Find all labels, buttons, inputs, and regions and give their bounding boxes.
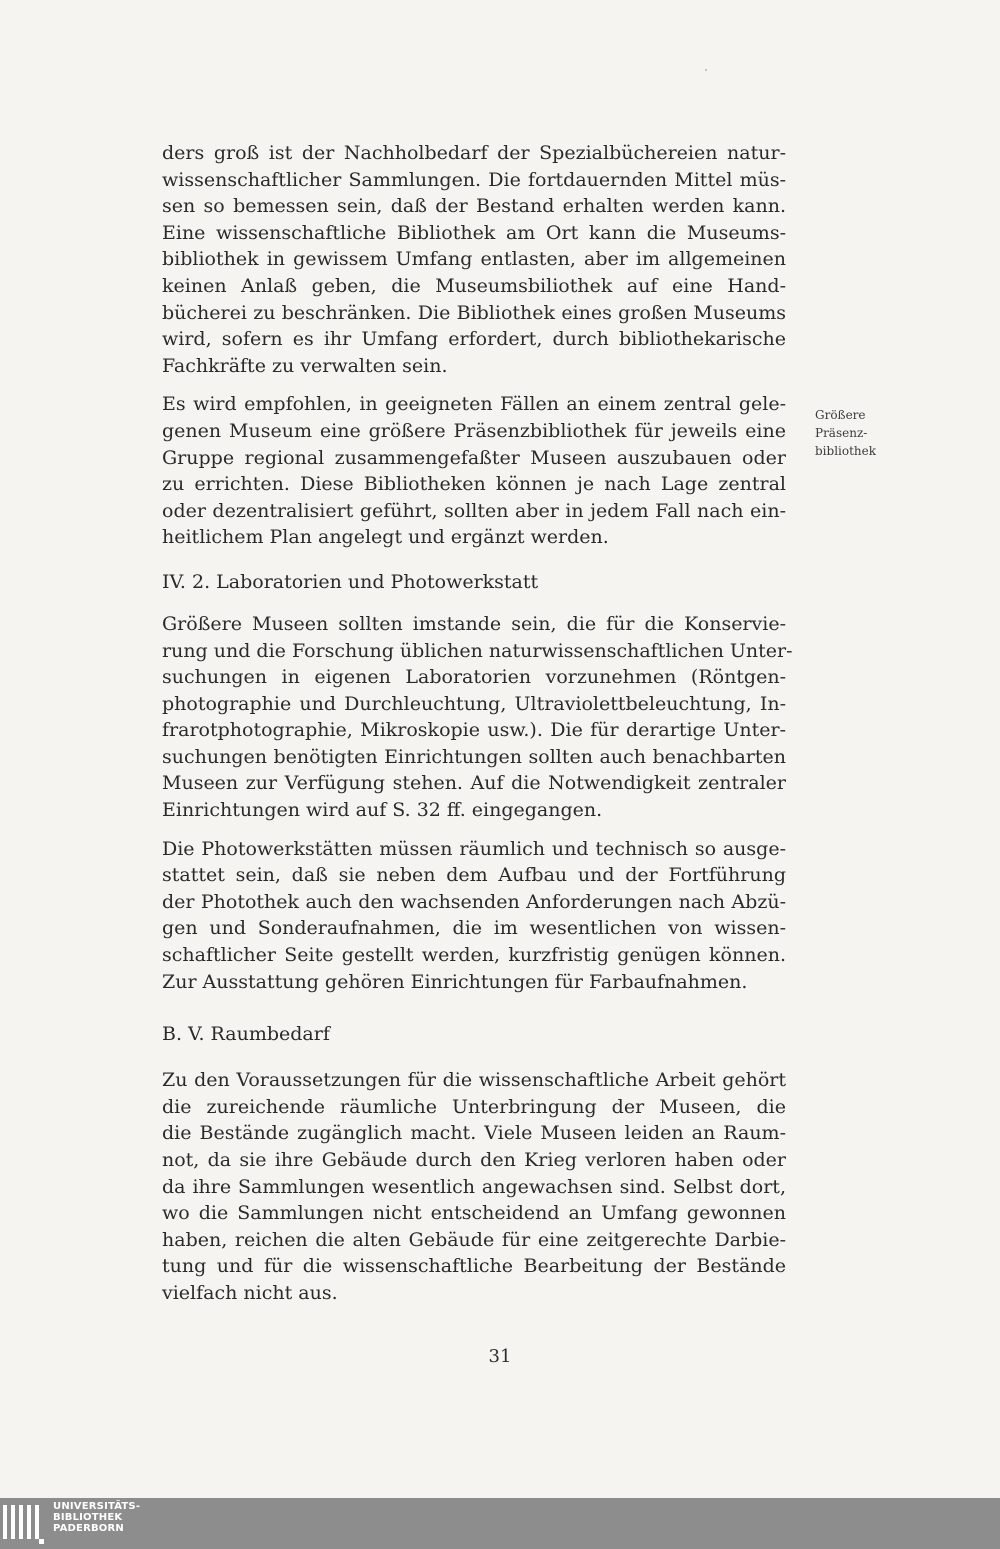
- text-line: Fachkräfte zu verwalten sein.: [162, 354, 448, 377]
- paragraph-5: [162, 1067, 786, 1306]
- text-line: vielfach nicht aus.: [162, 1281, 338, 1304]
- text-line: ders groß ist der Nachholbedarf der Spezialbüchereien natur-: [162, 142, 786, 164]
- text-line: suchungen benötigten Einrichtungen sollten auch benachbarten: [162, 745, 786, 768]
- text-line: keinen Anlaß geben, die Museumsbiliothek auf eine Hand-: [162, 274, 786, 297]
- text-line: sen so bemessen sein, daß der Bestand erhalten werden kann.: [162, 195, 786, 218]
- text-line: wissenschaftlicher Sammlungen. Die fortdauernden Mittel müs-: [162, 168, 786, 191]
- library-logo-text: [53, 1501, 140, 1534]
- text-line: rung und die Forschung üblichen naturwissenschaftlichen Unter-: [162, 639, 793, 662]
- text-line: Es wird empfohlen, in geeigneten Fällen an einem zentral gele-: [162, 393, 786, 416]
- paragraph-4: [162, 836, 786, 996]
- section-heading-raumbedarf: B. V. Raumbedarf: [162, 1023, 330, 1046]
- logo-line: BIBLIOTHEK: [53, 1512, 123, 1523]
- logo-line: PADERBORN: [53, 1523, 124, 1534]
- text-line: Größere Museen sollten imstande sein, die für die Konservie-: [162, 612, 786, 635]
- paragraph-1: [162, 140, 786, 379]
- text-line: da ihre Sammlungen wesentlich angewachsen sind. Selbst dort,: [162, 1175, 786, 1198]
- scan-speck: [705, 69, 707, 71]
- text-line: photographie und Durchleuchtung, Ultraviolettbeleuchtung, In-: [162, 692, 786, 715]
- text-line: schaftlicher Seite gestellt werden, kurzfristig genügen können.: [162, 944, 786, 967]
- margin-note-line: Größere: [815, 408, 866, 422]
- text-line: zu errichten. Diese Bibliotheken können je nach Lage zentral: [162, 473, 786, 496]
- text-line: suchungen in eigenen Laboratorien vorzunehmen (Röntgen-: [162, 666, 786, 689]
- text-line: Einrichtungen wird auf S. 32 ff. eingegangen.: [162, 799, 603, 822]
- library-footer-bar: [0, 1498, 1000, 1549]
- paragraph-2: [162, 391, 786, 551]
- section-heading-laboratorien: IV. 2. Laboratorien und Photowerkstatt: [162, 570, 539, 593]
- text-line: der Photothek auch den wachsenden Anforderungen nach Abzü-: [162, 890, 786, 913]
- margin-note: [815, 406, 915, 460]
- text-line: Zu den Voraussetzungen für die wissenschaftliche Arbeit gehört: [162, 1069, 786, 1092]
- text-line: bibliothek in gewissem Umfang entlasten, aber im allgemeinen: [162, 248, 786, 271]
- text-line: heitlichem Plan angelegt und ergänzt werden.: [162, 526, 609, 549]
- main-text-column: [162, 140, 793, 1319]
- text-line: not, da sie ihre Gebäude durch den Krieg verloren haben oder: [162, 1149, 786, 1171]
- text-line: oder dezentralisiert geführt, sollten aber in jedem Fall nach ein-: [162, 499, 786, 522]
- library-logo-icon: [1, 1501, 47, 1547]
- text-line: Museen zur Verfügung stehen. Auf die Notwendigkeit zentraler: [162, 772, 786, 795]
- text-line: die zureichende räumliche Unterbringung der Museen, die: [162, 1095, 786, 1118]
- page-number: 31: [488, 1346, 512, 1367]
- text-line: bücherei zu beschränken. Die Bibliothek eines großen Museums: [162, 301, 786, 324]
- text-line: Gruppe regional zusammengefaßter Museen auszubauen oder: [162, 446, 786, 469]
- text-line: haben, reichen die alten Gebäude für eine zeitgerechte Darbie-: [162, 1228, 786, 1251]
- text-line: die Bestände zugänglich macht. Viele Museen leiden an Raum-: [162, 1122, 786, 1145]
- paragraph-3: [162, 611, 793, 824]
- text-line: genen Museum eine größere Präsenzbibliothek für jeweils eine: [162, 419, 786, 442]
- text-line: Zur Ausstattung gehören Einrichtungen für Farbaufnahmen.: [162, 970, 748, 993]
- logo-line: UNIVERSITÄTS-: [53, 1501, 141, 1512]
- text-line: Die Photowerkstätten müssen räumlich und technisch so ausge-: [162, 837, 786, 860]
- text-line: tung und für die wissenschaftliche Bearbeitung der Bestände: [162, 1255, 786, 1278]
- margin-note-line: bibliothek: [815, 444, 877, 458]
- text-line: stattet sein, daß sie neben dem Aufbau und der Fortführung: [162, 864, 786, 887]
- text-line: frarotphotographie, Mikroskopie usw.). Die für derartige Unter-: [162, 719, 786, 742]
- text-line: gen und Sonderaufnahmen, die im wesentlichen von wissen-: [162, 917, 786, 940]
- text-line: wo die Sammlungen nicht entscheidend an Umfang gewonnen: [162, 1202, 786, 1225]
- library-logo: [0, 1498, 150, 1549]
- text-line: wird, sofern es ihr Umfang erfordert, durch bibliothekarische: [162, 328, 786, 351]
- margin-note-line: Präsenz-: [815, 426, 868, 440]
- text-line: Eine wissenschaftliche Bibliothek am Ort kann die Museums-: [162, 221, 786, 244]
